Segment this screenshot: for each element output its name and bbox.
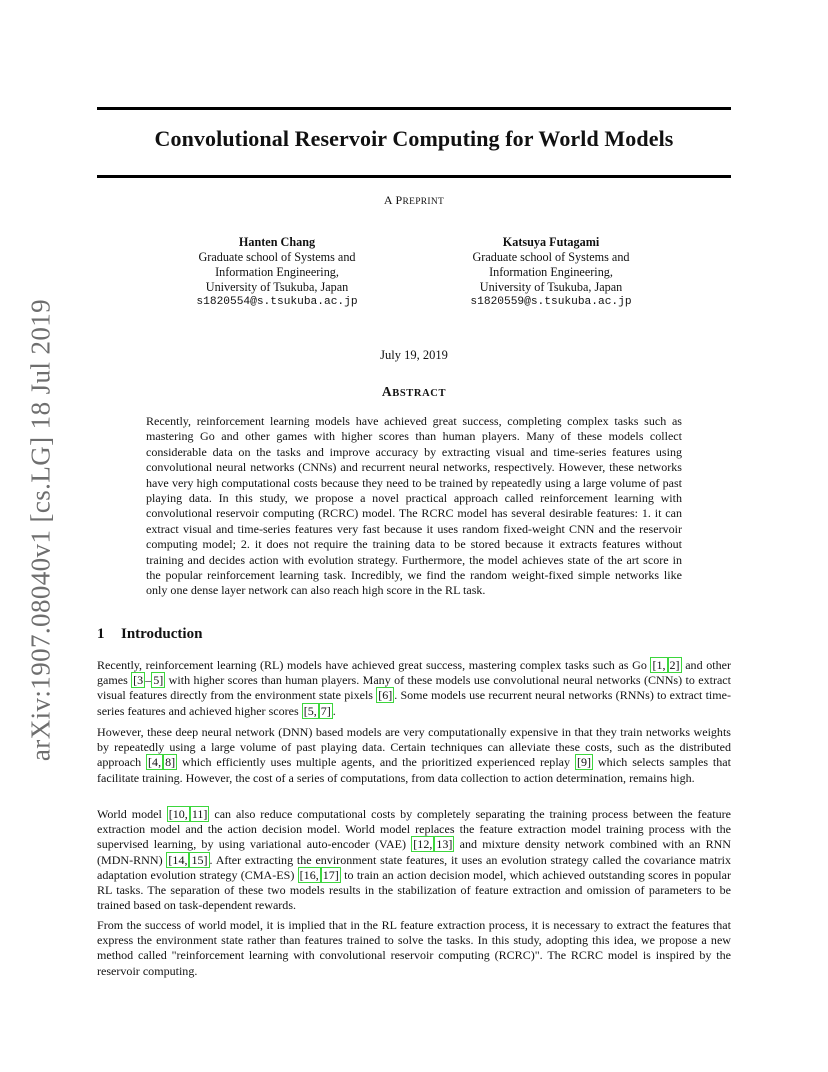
citation-link[interactable]: [14, — [168, 852, 188, 867]
citation-link[interactable]: [10, — [168, 807, 188, 821]
citation-link[interactable]: [12, — [413, 837, 433, 852]
citation-link[interactable]: 13] — [436, 837, 453, 852]
author-affiliation: University of Tsukuba, Japan — [479, 280, 623, 294]
citation-link[interactable]: 2] — [669, 658, 680, 672]
author-email[interactable]: s1820559@s.tsukuba.ac.jp — [470, 296, 632, 308]
author-affiliation: Information Engineering, — [215, 265, 339, 279]
intro-paragraph-2: However, these deep neural network (DNN) based models are very computationally expensive in that they train networks weights by repeatedly using a large volume of past playing data. Certain techniques can alleviate these costs, such as the distributed approach [4, 8] which efficiently uses multiple agents, and the prioritized experienced replay [9] which selects samples that facilitate training. However, the cost of a series of computations, from data collection to action determination, remains high. — [97, 725, 731, 785]
citation-link[interactable]: [4, — [148, 755, 162, 770]
citation-link[interactable]: 15] — [191, 852, 208, 867]
author-block — [147, 235, 407, 310]
citation-link[interactable]: 17] — [322, 867, 339, 882]
paper-title: Convolutional Reservoir Computing for World Models — [154, 126, 674, 151]
author-block — [421, 235, 681, 310]
section-title: Introduction — [121, 626, 203, 642]
citation-link[interactable]: 5] — [153, 673, 164, 688]
arxiv-identifier: arXiv:1907.08040v1 [cs.LG] 18 Jul 2019 — [25, 298, 56, 762]
author-name: Katsuya Futagami — [502, 235, 600, 249]
citation-link[interactable]: 7] — [320, 703, 331, 718]
abstract-body: Recently, reinforcement learning models have achieved great success, completing complex tasks such as mastering Go and other games with higher scores than human players. Many of these models collect considerable data on the tasks and improve accuracy by extracting visual and time-series features using convolutional neural networks (CNNs) and recurrent neural networks, respectively. However, these networks have very high computational costs because they need to be trained by repeatedly using a large volume of past playing data. In this study, we propose a novel practical approach called reinforcement learning with convolutional reservoir computing (RCRC) model. The RCRC model has several desirable features: 1. it can extract visual and time-series features very fast because it uses random fixed-weight CNN and the reservoir computing model; 2. it does not require the training data to be stored because it extracts features without training and decides action with evolution strategy. Furthermore, the model achieves state of the art score in the popular reinforcement learning task. Incredibly, we find the random weight-fixed simple networks like only one dense layer network can also reach high score in the RL task. — [146, 414, 682, 598]
intro-paragraph-4: From the success of world model, it is implied that in the RL feature extraction process, it is necessary to extract the features that express the environment state rather than features trained to solve the tasks. In this study, adopting this idea, we propose a new method called "reinforcement learning with convolutional reservoir computing (RCRC)". The RCRC model is inspired by the reservoir computing. — [97, 918, 731, 978]
author-affiliation: Graduate school of Systems and — [198, 250, 356, 264]
author-name: Hanten Chang — [238, 235, 316, 249]
author-email[interactable]: s1820554@s.tsukuba.ac.jp — [196, 296, 358, 308]
citation-link[interactable]: [9] — [576, 755, 591, 770]
citation-link[interactable]: [1, — [652, 658, 666, 672]
citation-link[interactable]: 8] — [165, 755, 176, 770]
section-number: 1 — [97, 626, 105, 642]
citation-link[interactable]: [3 — [133, 673, 144, 688]
intro-paragraph-1: Recently, reinforcement learning (RL) models have achieved great success, mastering complex tasks such as Go [1, 2] and other games [3 – 5] with higher scores than human players. Many of these models use convolutional neural networks (CNNs) to extract visual features directly from the environment state pixels [6] . Some models use recurrent neural networks (RNNs) to extract time-series features and achieved higher scores [5, 7] . — [97, 658, 732, 718]
author-affiliation: University of Tsukuba, Japan — [205, 280, 349, 294]
citation-link[interactable]: [6] — [378, 688, 393, 703]
author-affiliation: Information Engineering, — [489, 265, 613, 279]
author-affiliation: Graduate school of Systems and — [472, 250, 630, 264]
intro-paragraph-3: World model [10, 11] can also reduce computational costs by completely separating the training process between the feature extraction model and the action decision model. World model replaces the feature extraction model training process with the supervised learning, by using variational auto-encoder (VAE) [12, 13] and mixture density network combined with an RNN (MDN-RNN) [14, 15] . After extracting the environment state features, it uses an evolution strategy called the covariance matrix adaptation evolution strategy (CMA-ES) [16, 17] to train an action decision model, which achieved outstanding scores in popular RL tasks. The separation of these two models results in the stabilization of feature extraction and omission of parameters to be trained based on task-dependent rewards. — [97, 807, 732, 913]
abstract-heading: ABSTRACT — [381, 384, 447, 399]
citation-link[interactable]: [16, — [299, 867, 319, 882]
publication-date: July 19, 2019 — [380, 348, 448, 362]
title-top-rule — [97, 107, 731, 110]
section-heading — [97, 626, 202, 643]
citation-link[interactable]: 11] — [191, 807, 208, 821]
title-bottom-rule — [97, 175, 731, 178]
citation-link[interactable]: [5, — [303, 703, 317, 718]
preprint-label: A PREPRINT — [383, 193, 445, 207]
